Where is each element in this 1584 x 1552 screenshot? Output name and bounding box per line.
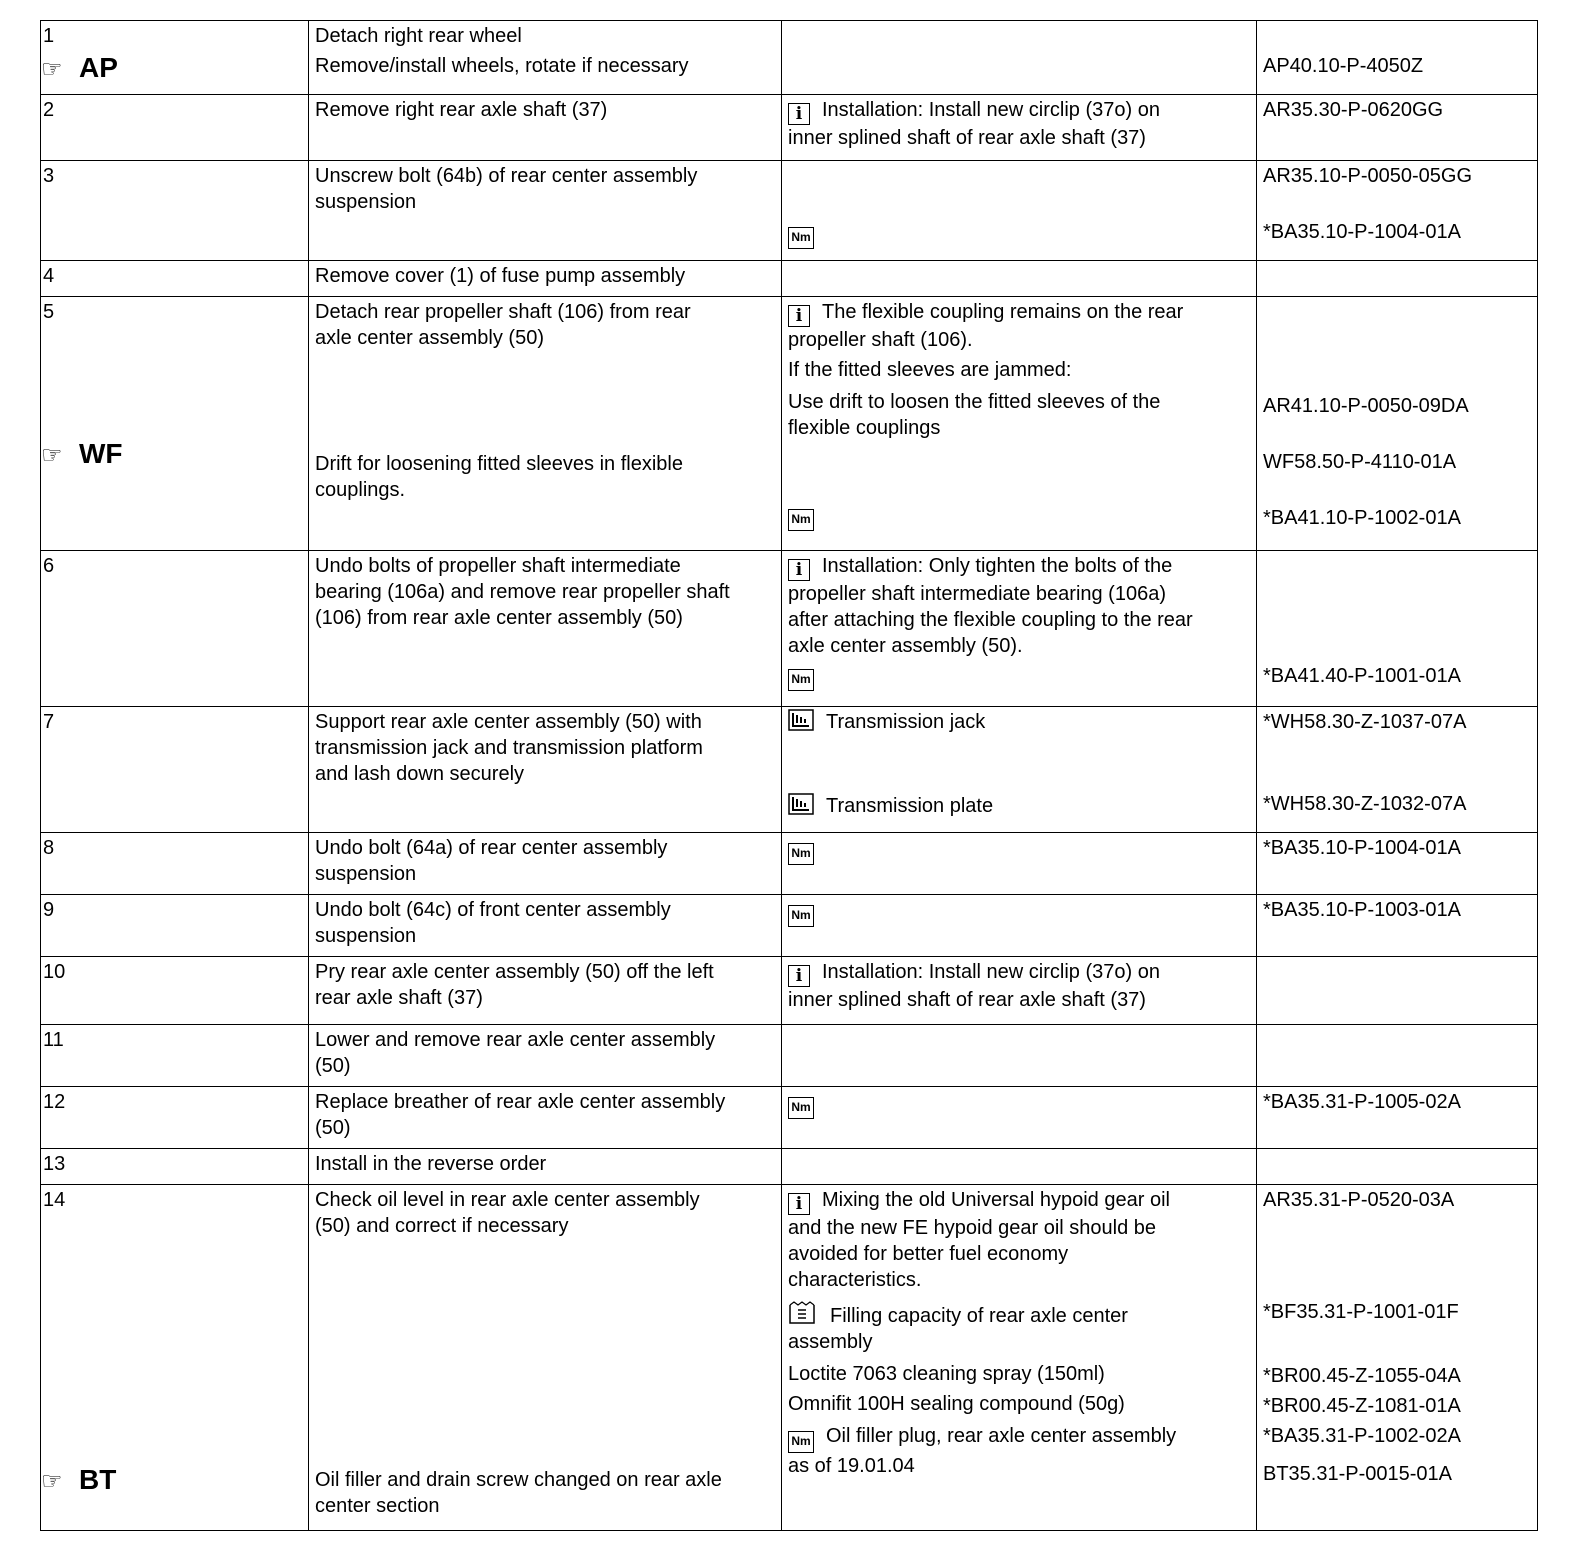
action-text: Undo bolt (64c) of front center assembly [315, 899, 671, 921]
step-cell [41, 895, 309, 957]
pointing-hand-icon: ☞ [41, 1467, 63, 1495]
step-cell [41, 551, 309, 707]
special-tool-icon [788, 793, 814, 815]
note-text: Use drift to loosen the fitted sleeves of the [788, 391, 1161, 413]
action-text: Undo bolts of propeller shaft intermediate [315, 555, 681, 577]
action-text: (50) and correct if necessary [315, 1215, 569, 1237]
step-number: 14 [43, 1189, 66, 1211]
reference-cell [1257, 1185, 1538, 1531]
note-text: propeller shaft intermediate bearing (106a) [788, 583, 1166, 605]
table-row [41, 261, 1538, 297]
note-text: Oil filler plug, rear axle center assembly [826, 1425, 1177, 1447]
action-text: Remove right rear axle shaft (37) [315, 99, 608, 121]
note-text: If the fitted sleeves are jammed: [788, 359, 1072, 381]
reference-cell [1257, 261, 1538, 297]
note-text: inner splined shaft of rear axle shaft (37) [788, 989, 1146, 1011]
torque-icon: Nm [788, 905, 814, 927]
action-text: Lower and remove rear axle center assembly [315, 1029, 716, 1051]
step-number: 5 [43, 301, 55, 323]
step-number: 1 [43, 25, 55, 47]
note-cell [782, 1025, 1257, 1087]
reference-cell [1257, 297, 1538, 551]
action-text: Unscrew bolt (64b) of rear center assembly [315, 165, 698, 187]
torque-icon: Nm [788, 509, 814, 531]
reference-tag-wf[interactable]: ☞ WF [41, 437, 308, 473]
action-text: (50) [315, 1055, 351, 1077]
step-cell [41, 1185, 309, 1531]
procedure-table [40, 20, 1538, 1531]
special-tool-icon [788, 709, 814, 731]
action-text: rear axle shaft (37) [315, 987, 483, 1009]
step-number: 10 [43, 961, 66, 983]
step-cell [41, 261, 309, 297]
step-cell [41, 833, 309, 895]
reference-tag-ap[interactable]: ☞ AP [41, 51, 308, 87]
torque-icon: Nm [788, 227, 814, 249]
table-row [41, 161, 1538, 261]
action-text: suspension [315, 925, 417, 947]
step-number: 4 [43, 265, 55, 287]
reference-cell [1257, 1025, 1538, 1087]
note-text: The flexible coupling remains on the rear [822, 301, 1184, 323]
fill-text: assembly [788, 1331, 873, 1353]
reference-cell [1257, 161, 1538, 261]
action-text: (106) from rear axle center assembly (50) [315, 607, 683, 629]
note-cell [782, 161, 1257, 261]
note-text: as of 19.01.04 [788, 1455, 915, 1477]
table-row [41, 297, 1538, 551]
reference-cell [1257, 833, 1538, 895]
action-text: center section [315, 1495, 440, 1517]
note-cell [782, 957, 1257, 1025]
action-text: Pry rear axle center assembly (50) off the left [315, 961, 714, 983]
step-number: 9 [43, 899, 55, 921]
step-number: 7 [43, 711, 55, 733]
step-cell [41, 21, 309, 95]
reference-cell [1257, 707, 1538, 833]
table-row [41, 21, 1538, 95]
reference-link[interactable]: *BA35.31-P-1002-02A [1263, 1425, 1461, 1447]
note-cell [782, 707, 1257, 833]
table-row [41, 895, 1538, 957]
reference-link[interactable]: AR35.10-P-0050-05GG [1263, 165, 1473, 187]
pointing-hand-icon: ☞ [41, 55, 63, 83]
reference-link[interactable]: *BR00.45-Z-1081-01A [1263, 1395, 1461, 1417]
table-row [41, 1025, 1538, 1087]
reference-link[interactable]: *BA35.10-P-1003-01A [1263, 899, 1461, 921]
step-cell [41, 1025, 309, 1087]
reference-link[interactable]: WF58.50-P-4110-01A [1263, 451, 1457, 473]
table-row [41, 707, 1538, 833]
reference-tag-bt[interactable]: ☞ BT [41, 1463, 308, 1499]
torque-icon: Nm [788, 1097, 814, 1119]
step-number: 8 [43, 837, 55, 859]
action-cell [309, 1149, 782, 1185]
action-cell [309, 551, 782, 707]
action-text: Undo bolt (64a) of rear center assembly [315, 837, 668, 859]
note-text: flexible couplings [788, 417, 941, 439]
note-cell [782, 895, 1257, 957]
table-row [41, 1087, 1538, 1149]
action-text: Support rear axle center assembly (50) with [315, 711, 702, 733]
torque-icon: Nm [788, 1431, 814, 1453]
action-cell [309, 1087, 782, 1149]
reference-cell [1257, 895, 1538, 957]
tool-text: Transmission jack [826, 711, 986, 733]
action-cell [309, 833, 782, 895]
action-text: Drift for loosening fitted sleeves in flexible [315, 453, 683, 475]
reference-cell [1257, 957, 1538, 1025]
torque-icon: Nm [788, 669, 814, 691]
reference-link[interactable]: AR41.10-P-0050-09DA [1263, 395, 1469, 417]
info-icon: i [788, 965, 810, 987]
step-cell [41, 297, 309, 551]
note-text: inner splined shaft of rear axle shaft (37) [788, 127, 1146, 149]
reference-link[interactable]: AP40.10-P-4050Z [1263, 55, 1424, 77]
note-text: Installation: Install new circlip (37o) on [822, 99, 1160, 121]
filling-capacity-icon [788, 1301, 816, 1325]
reference-cell [1257, 1087, 1538, 1149]
action-text: and lash down securely [315, 763, 525, 785]
table-row [41, 957, 1538, 1025]
consumable-text: Loctite 7063 cleaning spray (150ml) [788, 1363, 1105, 1385]
action-text: Check oil level in rear axle center assembly [315, 1189, 700, 1211]
reference-link[interactable]: AR35.31-P-0520-03A [1263, 1189, 1455, 1211]
note-text: Installation: Only tighten the bolts of the [822, 555, 1173, 577]
action-cell [309, 95, 782, 161]
step-cell [41, 707, 309, 833]
reference-link[interactable]: *WH58.30-Z-1037-07A [1263, 711, 1467, 733]
step-number: 11 [43, 1029, 64, 1051]
note-text: Mixing the old Universal hypoid gear oil [822, 1189, 1170, 1211]
fill-text: Filling capacity of rear axle center [830, 1305, 1128, 1327]
reference-link[interactable]: *BR00.45-Z-1055-04A [1263, 1365, 1461, 1387]
action-text: Remove/install wheels, rotate if necessary [315, 55, 689, 77]
reference-cell [1257, 551, 1538, 707]
step-cell [41, 95, 309, 161]
reference-link[interactable]: *BA41.40-P-1001-01A [1263, 665, 1461, 687]
action-cell [309, 1025, 782, 1087]
reference-link[interactable]: BT35.31-P-0015-01A [1263, 1463, 1453, 1485]
note-text: after attaching the flexible coupling to the rear [788, 609, 1193, 631]
note-cell [782, 1149, 1257, 1185]
reference-link[interactable]: *BA35.31-P-1005-02A [1263, 1091, 1461, 1113]
note-cell [782, 1087, 1257, 1149]
action-cell [309, 261, 782, 297]
action-text: Detach rear propeller shaft (106) from rear [315, 301, 691, 323]
action-text: suspension [315, 863, 417, 885]
info-icon: i [788, 305, 810, 327]
reference-link[interactable]: *WH58.30-Z-1032-07A [1263, 793, 1467, 815]
step-number: 3 [43, 165, 55, 187]
tool-text: Transmission plate [826, 795, 994, 817]
step-number: 13 [43, 1153, 66, 1175]
action-cell [309, 161, 782, 261]
pointing-hand-icon: ☞ [41, 441, 63, 469]
action-text: couplings. [315, 479, 406, 501]
table-row [41, 1185, 1538, 1531]
step-cell [41, 957, 309, 1025]
note-text: characteristics. [788, 1269, 922, 1291]
reference-link[interactable]: *BA41.10-P-1002-01A [1263, 507, 1461, 529]
action-cell [309, 1185, 782, 1531]
table-row [41, 1149, 1538, 1185]
action-cell [309, 895, 782, 957]
step-cell [41, 161, 309, 261]
reference-cell [1257, 21, 1538, 95]
action-cell [309, 297, 782, 551]
action-text: bearing (106a) and remove rear propeller shaft [315, 581, 730, 603]
table-row [41, 833, 1538, 895]
info-icon: i [788, 559, 810, 581]
reference-link[interactable]: *BF35.31-P-1001-01F [1263, 1301, 1459, 1323]
note-text: avoided for better fuel economy [788, 1243, 1069, 1265]
info-icon: i [788, 103, 810, 125]
note-cell [782, 261, 1257, 297]
note-cell [782, 297, 1257, 551]
note-cell [782, 21, 1257, 95]
note-text: axle center assembly (50). [788, 635, 1023, 657]
note-cell [782, 551, 1257, 707]
reference-link[interactable]: *BA35.10-P-1004-01A [1263, 837, 1461, 859]
note-text: propeller shaft (106). [788, 329, 973, 351]
action-text: axle center assembly (50) [315, 327, 544, 349]
note-cell [782, 1185, 1257, 1531]
action-text: (50) [315, 1117, 351, 1139]
action-cell [309, 957, 782, 1025]
step-number: 6 [43, 555, 55, 577]
step-cell [41, 1149, 309, 1185]
action-text: Replace breather of rear axle center assembly [315, 1091, 726, 1113]
info-icon: i [788, 1193, 810, 1215]
step-cell [41, 1087, 309, 1149]
action-text: Install in the reverse order [315, 1153, 547, 1175]
reference-link[interactable]: *BA35.10-P-1004-01A [1263, 221, 1461, 243]
consumable-text: Omnifit 100H sealing compound (50g) [788, 1393, 1125, 1415]
action-text: suspension [315, 191, 417, 213]
action-text: Remove cover (1) of fuse pump assembly [315, 265, 686, 287]
torque-icon: Nm [788, 843, 814, 865]
note-cell [782, 95, 1257, 161]
action-cell [309, 707, 782, 833]
step-number: 2 [43, 99, 55, 121]
note-text: and the new FE hypoid gear oil should be [788, 1217, 1157, 1239]
note-cell [782, 833, 1257, 895]
action-text: transmission jack and transmission platform [315, 737, 703, 759]
action-text: Oil filler and drain screw changed on rear axle [315, 1469, 722, 1491]
note-text: Installation: Install new circlip (37o) on [822, 961, 1160, 983]
step-number: 12 [43, 1091, 66, 1113]
action-cell [309, 21, 782, 95]
table-row [41, 551, 1538, 707]
reference-cell [1257, 95, 1538, 161]
reference-link[interactable]: AR35.30-P-0620GG [1263, 99, 1444, 121]
action-text: Detach right rear wheel [315, 25, 522, 47]
table-row [41, 95, 1538, 161]
reference-cell [1257, 1149, 1538, 1185]
